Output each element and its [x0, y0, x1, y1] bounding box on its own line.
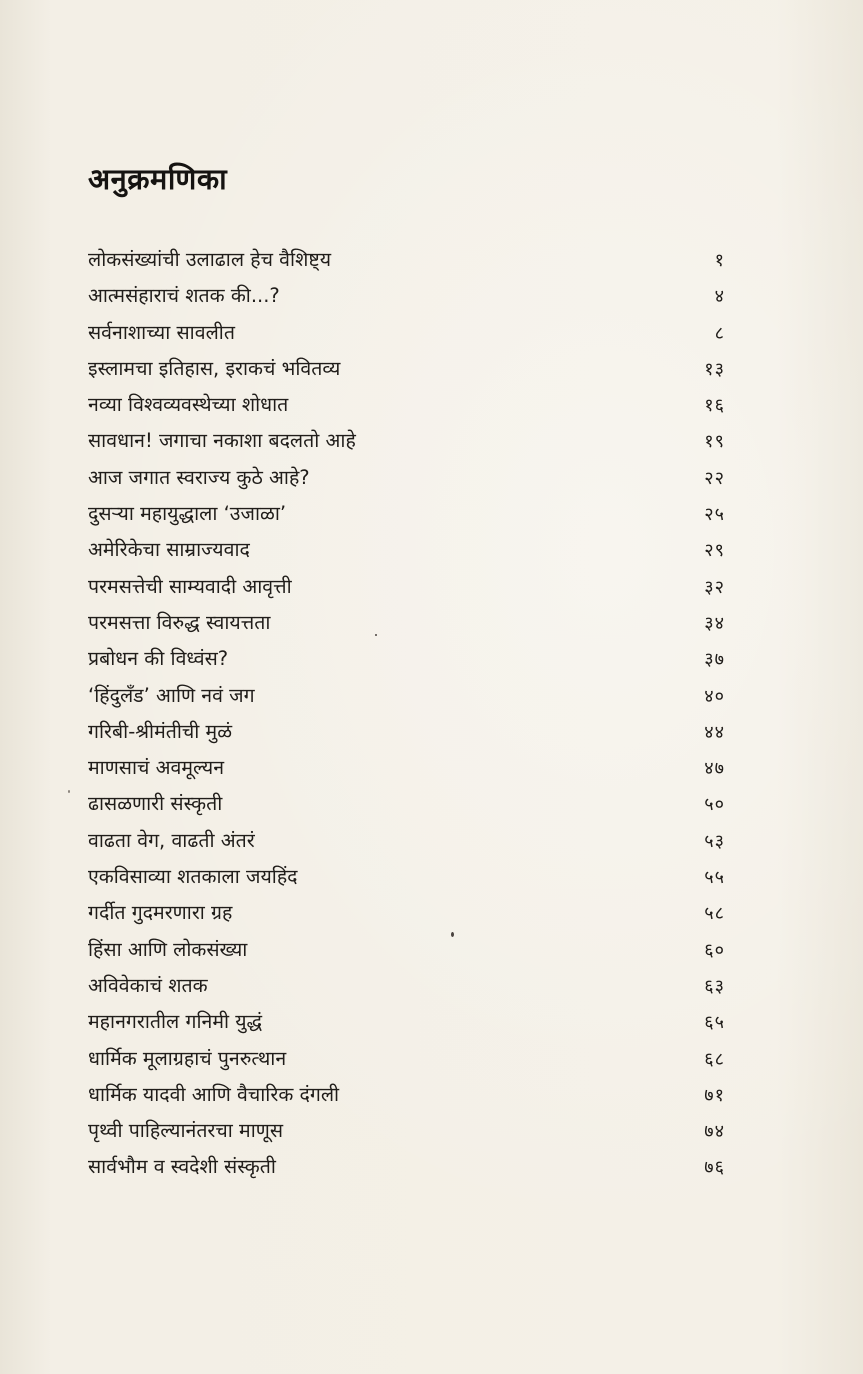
- toc-entry: [88, 496, 725, 532]
- toc-entry: [88, 932, 725, 968]
- toc-entry-page-number: ४७: [704, 758, 725, 780]
- toc-entry: [88, 423, 725, 459]
- toc-entry-title: पृथ्वी पाहिल्यानंतरचा माणूस: [88, 1119, 284, 1143]
- toc-entry: [88, 1004, 725, 1040]
- toc-entry: [88, 1077, 725, 1113]
- toc-entry-page-number: ४०: [704, 685, 725, 707]
- toc-entry: [88, 460, 725, 496]
- toc-entry-title: परमसत्ता विरुद्ध स्वायत्तता: [88, 610, 271, 634]
- toc-entry-title: ‘हिंदुलँड’ आणि नवं जग: [88, 683, 255, 707]
- toc-entry: [88, 1041, 725, 1077]
- toc-entry-page-number: ७४: [704, 1121, 725, 1143]
- page-heading: अनुक्रमणिका: [88, 162, 228, 197]
- toc-entry-title: आत्मसंहाराचं शतक की...?: [88, 284, 280, 308]
- toc-entry: [88, 859, 725, 895]
- toc-entry-title: हिंसा आणि लोकसंख्या: [88, 937, 248, 961]
- toc-entry: [88, 532, 725, 568]
- toc-entry-title: प्रबोधन की विध्वंस?: [88, 647, 229, 671]
- toc-entry-page-number: ४४: [704, 721, 725, 743]
- toc-entry-title: आज जगात स्वराज्य कुठे आहे?: [88, 465, 310, 489]
- toc-entry: [88, 786, 725, 822]
- toc-entry-page-number: ५८: [704, 903, 725, 925]
- toc-entry: [88, 605, 725, 641]
- toc-entry-page-number: २५: [704, 504, 725, 526]
- toc-entry: [88, 895, 725, 931]
- toc-entry-title: माणसाचं अवमूल्यन: [88, 756, 225, 780]
- toc-entry-page-number: ५५: [704, 867, 725, 889]
- toc-entry-title: दुसऱ्या महायुद्धाला ‘उजाळा’: [88, 502, 287, 526]
- toc-entry: [88, 278, 725, 314]
- toc-entry: [88, 968, 725, 1004]
- print-speck: [68, 790, 70, 793]
- toc-entry: [88, 242, 725, 278]
- toc-entry-page-number: ३७: [704, 649, 725, 671]
- toc-entry-title: अविवेकाचं शतक: [88, 973, 208, 997]
- toc-entry: [88, 1149, 725, 1185]
- toc-entry-page-number: २२: [704, 467, 725, 489]
- toc-entry-title: गर्दीत गुदमरणारा ग्रह: [88, 901, 233, 925]
- toc-entry: [88, 678, 725, 714]
- toc-entry: [88, 641, 725, 677]
- toc-entry-page-number: ५०: [704, 794, 725, 816]
- toc-entry: [88, 714, 725, 750]
- print-speck: [375, 634, 377, 636]
- toc-entry-title: नव्या विश्‍वव्यवस्थेच्या शोधात: [88, 393, 289, 417]
- toc-entry-page-number: ६५: [704, 1012, 725, 1034]
- toc-entry-page-number: ७६: [704, 1157, 725, 1179]
- toc-entry-title: अमेरिकेचा साम्राज्यवाद: [88, 538, 250, 562]
- toc-entry-title: सर्वनाशाच्या सावलीत: [88, 320, 235, 344]
- toc-entry: [88, 315, 725, 351]
- toc-entry-title: सार्वभौम व स्वदेशी संस्कृती: [88, 1155, 276, 1179]
- toc-entry-page-number: ३२: [704, 576, 725, 598]
- toc-entry-title: गरिबी-श्रीमंतीची मुळं: [88, 719, 233, 743]
- toc-entry-page-number: ८: [714, 322, 725, 344]
- toc-entry-page-number: ४: [714, 286, 725, 308]
- toc-entry-title: इस्लामचा इतिहास, इराकचं भवितव्य: [88, 356, 341, 380]
- toc-entry: [88, 351, 725, 387]
- toc-entry-page-number: १: [714, 250, 725, 271]
- toc-entry-page-number: ६०: [704, 939, 725, 961]
- table-of-contents: [88, 242, 725, 1186]
- toc-entry: [88, 387, 725, 423]
- toc-entry-title: वाढता वेग, वाढती अंतरं: [88, 828, 255, 852]
- toc-entry-title: धार्मिक यादवी आणि वैचारिक दंगली: [88, 1082, 340, 1106]
- toc-entry-title: महानगरातील गनिमी युद्धं: [88, 1010, 263, 1034]
- toc-entry-page-number: २९: [704, 540, 725, 562]
- print-speck: [451, 932, 454, 937]
- toc-entry-page-number: १९: [704, 431, 725, 453]
- toc-entry-title: धार्मिक मूलाग्रहाचं पुनरुत्थान: [88, 1046, 287, 1070]
- toc-entry-page-number: ७१: [704, 1084, 725, 1106]
- toc-entry-page-number: ६३: [704, 975, 725, 997]
- toc-entry: [88, 1113, 725, 1149]
- toc-entry-title: ढासळणारी संस्कृती: [88, 792, 223, 816]
- toc-entry-page-number: ५३: [704, 830, 725, 852]
- toc-entry: [88, 750, 725, 786]
- toc-entry-title: लोकसंख्यांची उलाढाल हेच वैशिष्ट्य: [88, 248, 332, 271]
- toc-entry-page-number: १३: [704, 358, 725, 380]
- toc-entry-title: सावधान! जगाचा नकाशा बदलतो आहे: [88, 429, 356, 453]
- toc-entry: [88, 569, 725, 605]
- toc-entry-page-number: ६८: [704, 1048, 725, 1070]
- toc-entry-title: एकविसाव्या शतकाला जयहिंद: [88, 865, 298, 889]
- toc-entry-page-number: १६: [704, 395, 725, 417]
- toc-entry-page-number: ३४: [704, 612, 725, 634]
- toc-entry-title: परमसत्तेची साम्यवादी आवृत्ती: [88, 574, 292, 598]
- toc-entry: [88, 823, 725, 859]
